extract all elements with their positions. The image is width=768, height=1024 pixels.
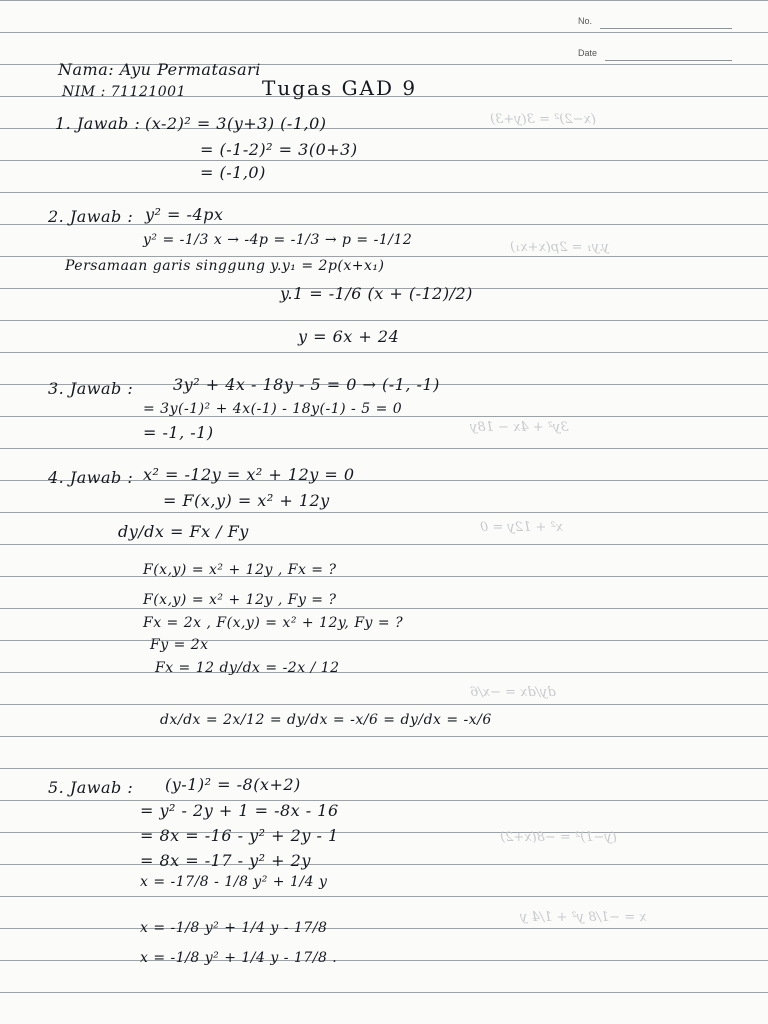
show-through-text: 3y² + 4x − 18y (470, 420, 569, 435)
problem-1-label: 1. Jawab : (55, 114, 141, 133)
problem-3-line: = 3y(-1)² + 4x(-1) - 18y(-1) - 5 = 0 (143, 401, 403, 417)
show-through-text: (x−2)² = 3(y+3) (490, 112, 596, 127)
problem-5-line: = 8x = -17 - y² + 2y (140, 851, 311, 870)
problem-4-label: 4. Jawab : (48, 468, 134, 487)
problem-1-line: = (-1,0) (200, 163, 266, 182)
problem-4-line: = F(x,y) = x² + 12y (163, 491, 330, 510)
problem-2-label: 2. Jawab : (48, 207, 134, 226)
problem-2-line: y² = -1/3 x → -4p = -1/3 → p = -1/12 (143, 232, 413, 248)
show-through-text: x = −1/8 y² + 1/4 y (520, 910, 647, 925)
assignment-title: Tugas GAD 9 (262, 76, 418, 100)
problem-4-line: Fx = 12 dy/dx = -2x / 12 (155, 660, 340, 676)
show-through-text: y.y₁ = 2p(x+x₁) (510, 240, 609, 255)
problem-2-line: Persamaan garis singgung y.y₁ = 2p(x+x₁) (65, 258, 385, 274)
problem-1-line: = (-1-2)² = 3(0+3) (200, 140, 358, 159)
problem-4-line: dx/dx = 2x/12 = dy/dx = -x/6 = dy/dx = -x/6 (160, 712, 492, 728)
problem-4-line: Fx = 2x , F(x,y) = x² + 12y, Fy = ? (143, 615, 404, 631)
problem-2-line: y² = -4px (145, 205, 224, 224)
problem-3-label: 3. Jawab : (48, 379, 134, 398)
problem-4-line: x² = -12y = x² + 12y = 0 (143, 465, 355, 484)
problem-5-line: (y-1)² = -8(x+2) (165, 775, 301, 794)
problem-2-line: y.1 = -1/6 (x + (-12)/2) (280, 284, 473, 303)
problem-4-line: Fy = 2x (150, 637, 209, 653)
problem-5-line: = y² - 2y + 1 = -8x - 16 (140, 801, 339, 820)
problem-3-line: = -1, -1) (143, 423, 214, 442)
problem-5-line: = 8x = -16 - y² + 2y - 1 (140, 826, 339, 845)
problem-2-line: y = 6x + 24 (298, 327, 400, 346)
problem-5-label: 5. Jawab : (48, 778, 134, 797)
problem-1-line: (x-2)² = 3(y+3) (-1,0) (145, 114, 327, 133)
problem-5-line: x = -1/8 y² + 1/4 y - 17/8 . (140, 950, 338, 966)
student-nim: NIM : 71121001 (62, 84, 186, 100)
problem-4-line: dy/dx = Fx / Fy (118, 522, 249, 541)
show-through-text: dy/dx = −x/6 (470, 685, 556, 700)
problem-5-line: x = -1/8 y² + 1/4 y - 17/8 (140, 920, 328, 936)
date-label: Date (578, 48, 598, 58)
show-through-text: (y−1)² = −8(x+2) (500, 830, 617, 845)
problem-4-line: F(x,y) = x² + 12y , Fy = ? (143, 592, 337, 608)
problem-4-line: F(x,y) = x² + 12y , Fx = ? (143, 562, 337, 578)
student-name: Nama: Ayu Permatasari (58, 60, 261, 79)
no-line (600, 28, 732, 29)
problem-3-line: 3y² + 4x - 18y - 5 = 0 → (-1, -1) (173, 375, 440, 394)
no-label: No. (578, 16, 593, 26)
date-line (605, 60, 732, 61)
show-through-text: x² + 12y = 0 (480, 520, 564, 535)
problem-5-line: x = -17/8 - 1/8 y² + 1/4 y (140, 874, 328, 890)
